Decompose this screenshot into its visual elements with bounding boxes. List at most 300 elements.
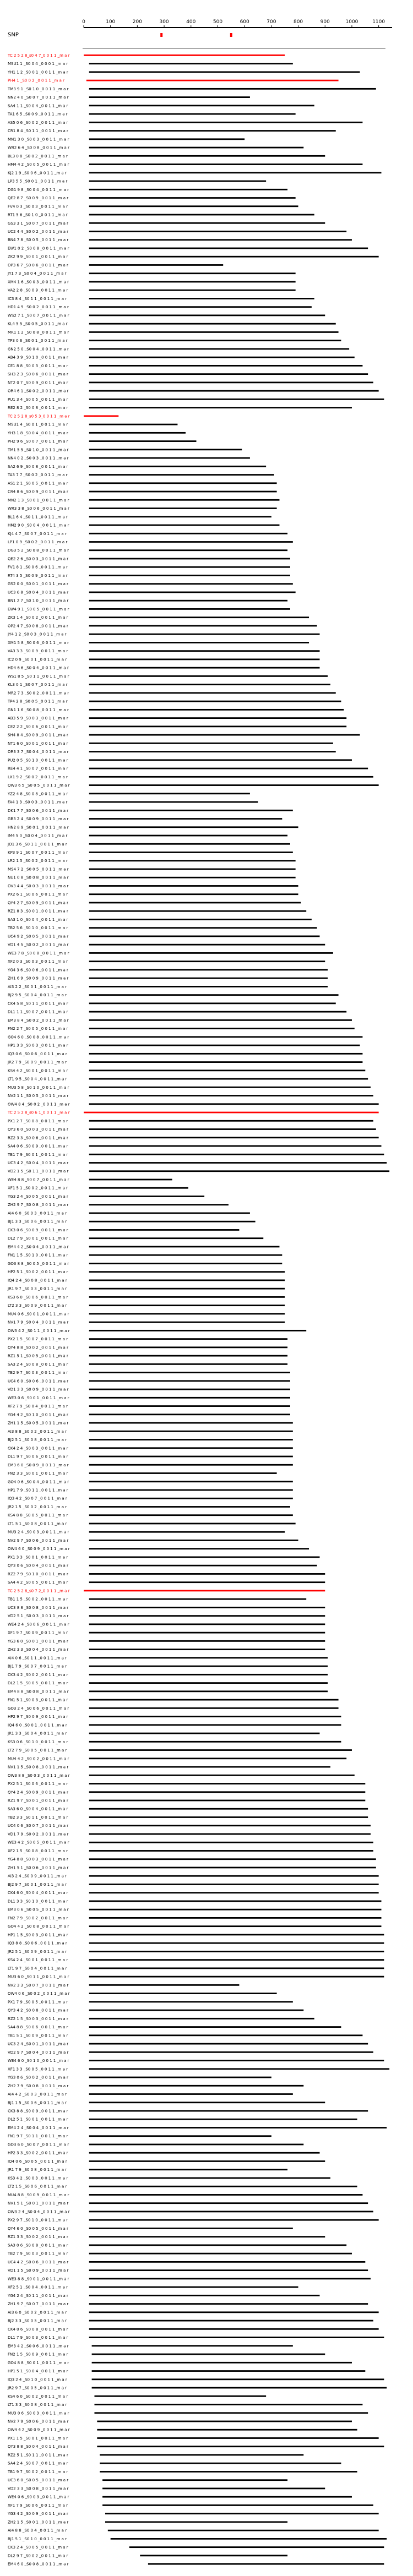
row-label-28: VA2 2 8 _S0 0 9 _0 0 1 1 _m a r — [8, 288, 68, 293]
row-label-218: BJ2 9 7 _S0 0 1 _0 0 1 1 _m a r — [8, 1882, 67, 1887]
row-label-24: ZK2 9 9 _S0 0 1 _0 0 1 1 _m a r — [8, 254, 68, 259]
read-bar-221 — [89, 1909, 382, 1911]
read-bar-258 — [89, 2219, 379, 2221]
read-bar-118 — [89, 1045, 360, 1046]
row-label-33: MR1 1 2 _S0 0 8 _0 0 1 1 _m a r — [8, 330, 69, 335]
row-label-103: SA3 1 0 _S0 0 4 _0 0 1 1 _m a r — [8, 917, 68, 922]
read-bar-183 — [84, 1590, 325, 1592]
row-label-76: MR2 7 3 _S0 0 2 _0 0 1 1 _m a r — [8, 691, 69, 696]
tick-label-6: 600 — [240, 19, 249, 25]
read-bar-129 — [89, 1137, 379, 1138]
row-label-126: TC 2 5 2 8_s0 6 1_0 0 1 1 _m a r — [8, 1110, 70, 1115]
read-bar-285 — [97, 2446, 384, 2447]
read-bar-297 — [129, 2546, 384, 2548]
read-bar-269 — [89, 2311, 379, 2313]
row-label-192: BJ1 7 9 _S0 0 7 _0 0 1 1 _m a r — [8, 1664, 67, 1669]
read-bar-281 — [94, 2412, 368, 2414]
row-label-158: UC4 6 0 _S0 0 6 _0 0 1 1 _m a r — [8, 1379, 69, 1384]
row-label-48: NN4 0 2 _S0 0 3 _0 0 1 1 _m a r — [8, 456, 69, 461]
read-bar-253 — [89, 2177, 330, 2179]
read-bar-271 — [89, 2328, 379, 2330]
snp-markers — [160, 33, 232, 37]
row-label-59: DG3 5 2 _S0 0 8 _0 0 1 1 _m a r — [8, 548, 69, 553]
row-label-203: MU4 4 2 _S0 0 2 _0 0 1 1 _m a r — [8, 1756, 69, 1761]
read-bar-13 — [89, 163, 363, 165]
row-label-174: KS4 8 8 _S0 0 5 _0 0 1 1 _m a r — [8, 1513, 68, 1518]
read-bar-18 — [89, 205, 298, 207]
row-label-155: RZ1 5 1 _S0 0 5 _0 0 1 1 _m a r — [8, 1354, 68, 1358]
row-label-289: UC3 6 0 _S0 0 5 _0 0 1 1 _m a r — [8, 2478, 69, 2483]
tick-label-3: 300 — [159, 19, 169, 25]
read-bar-89 — [89, 801, 258, 803]
read-bar-259 — [89, 2228, 293, 2229]
row-label-290: VD2 3 3 _S0 0 8 _0 0 1 1 _m a r — [8, 2486, 69, 2491]
row-label-263: UC4 4 2 _S0 0 6 _0 0 1 1 _m a r — [8, 2260, 69, 2264]
read-bar-227 — [89, 1959, 384, 1961]
row-label-276: HP1 5 1 _S0 0 4 _0 0 1 1 _m a r — [8, 2369, 68, 2374]
row-label-115: EM3 8 4 _S0 0 2 _0 0 1 1 _m a r — [8, 1018, 69, 1023]
tick-label-10: 1000 — [345, 19, 358, 25]
row-label-84: PU2 0 5 _S0 1 0 _0 0 1 1 _m a r — [8, 758, 68, 763]
read-bar-298 — [140, 2555, 287, 2556]
read-bar-242 — [89, 2085, 304, 2087]
read-bar-60 — [89, 558, 290, 560]
row-label-112: BJ2 9 5 _S0 0 4 _0 0 1 1 _m a r — [8, 993, 67, 998]
read-bar-62 — [89, 575, 290, 576]
read-bar-78 — [89, 709, 344, 711]
row-label-167: DL1 9 7 _S0 0 6 _0 0 1 1 _m a r — [8, 1454, 68, 1459]
row-label-72: IC2 0 9 _S0 0 1 _0 0 1 1 _m a r — [8, 657, 67, 662]
read-bar-197 — [89, 1707, 339, 1709]
read-bar-248 — [89, 2135, 271, 2137]
read-bar-54 — [89, 507, 277, 509]
read-bar-96 — [89, 860, 296, 861]
row-label-250: HP2 3 3 _S0 0 2 _0 0 1 1 _m a r — [8, 2151, 68, 2155]
row-label-43: TC 2 5 2 8_s0 5 3_0 0 1 1 _m a r — [8, 414, 70, 419]
row-label-64: UC3 6 8 _S0 0 4 _0 0 1 1 _m a r — [8, 590, 69, 595]
row-label-237: UC3 2 4 _S0 0 1 _0 0 1 1 _m a r — [8, 2042, 69, 2046]
row-label-10: MN1 3 0 _S0 0 3 _0 0 1 1 _m a r — [8, 137, 69, 142]
read-bar-206 — [89, 1783, 366, 1784]
read-bar-295 — [108, 2530, 379, 2531]
read-bar-95 — [89, 852, 293, 853]
row-label-257: OW3 2 4 _S0 0 4 _0 0 1 1 _m a r — [8, 2209, 70, 2214]
read-bar-230 — [89, 1984, 240, 1986]
read-bar-123 — [89, 1087, 371, 1088]
row-label-239: WE4 6 0 _S0 1 0 _0 0 1 1 _m a r — [8, 2059, 69, 2064]
read-bar-116 — [89, 1028, 355, 1029]
row-label-272: DL1 7 9 _S0 0 3 _0 0 1 1 _m a r — [8, 2335, 68, 2340]
read-bar-186 — [89, 1615, 325, 1617]
read-bar-140 — [89, 1229, 240, 1231]
read-bar-98 — [89, 877, 296, 878]
row-label-11: WR2 6 4 _S0 0 8 _0 0 1 1 _m a r — [8, 145, 69, 150]
read-bar-272 — [89, 2337, 384, 2338]
row-label-50: TA3 7 7 _S0 0 2 _0 0 1 1 _m a r — [8, 473, 68, 478]
row-label-132: UC3 4 2 _S0 0 4 _0 0 1 1 _m a r — [8, 1161, 69, 1166]
axis-caption: SNP — [8, 32, 19, 38]
read-bar-159 — [89, 1389, 290, 1390]
row-label-124: NV2 1 1 _S0 0 5 _0 0 1 1 _m a r — [8, 1094, 69, 1099]
read-bar-291 — [102, 2496, 352, 2498]
row-label-41: PU1 3 4 _S0 0 5 _0 0 1 1 _m a r — [8, 397, 68, 402]
row-label-230: NV2 3 3 _S0 0 7 _0 0 1 1 _m a r — [8, 1983, 69, 1988]
row-label-110: ZH1 6 9 _S0 0 9 _0 0 1 1 _m a r — [8, 976, 69, 981]
row-label-208: RZ1 9 7 _S0 0 1 _0 0 1 1 _m a r — [8, 1798, 68, 1803]
row-label-1: MSU1 1 _S0 0 4 _0 0 0 1 _m a r — [8, 62, 68, 67]
read-bar-283 — [97, 2429, 357, 2431]
read-bar-168 — [89, 1464, 293, 1466]
row-label-169: FN2 3 3 _S0 0 1 _0 0 1 1 _m a r — [8, 1471, 68, 1476]
row-label-54: WR3 3 8 _S0 0 6 _0 0 1 1 _m a r — [8, 506, 69, 511]
read-bar-262 — [89, 2253, 352, 2255]
row-label-89: FA4 1 3 _S0 0 3 _0 0 1 1 _m a r — [8, 800, 68, 805]
read-bar-131 — [89, 1154, 384, 1155]
tick-label-9: 900 — [320, 19, 330, 25]
read-bar-156 — [89, 1363, 287, 1365]
row-label-15: LP3 5 5 _S0 0 1 _0 0 1 1 _m a r — [8, 179, 68, 184]
row-label-173: JR2 1 5 _S0 0 2 _0 0 1 1 _m a r — [8, 1504, 67, 1509]
read-bar-36 — [89, 357, 355, 358]
read-bar-29 — [89, 298, 314, 299]
read-bar-153 — [89, 1338, 287, 1340]
read-bar-270 — [89, 2320, 373, 2322]
read-bar-122 — [89, 1078, 368, 1080]
row-label-127: PX1 2 7 _S0 0 8 _0 0 1 1 _m a r — [8, 1118, 68, 1123]
read-bar-247 — [89, 2127, 387, 2129]
row-label-133: VD2 1 5 _S0 1 1 _0 0 1 1 _m a r — [8, 1169, 69, 1174]
row-label-60: QE2 2 6 _S0 0 3 _0 0 1 1 _m a r — [8, 556, 69, 561]
row-label-0: TC 2 5 2 8_s0 4 7_0 0 1 1 _m a r — [8, 53, 70, 58]
read-bar-86 — [89, 776, 373, 778]
row-label-259: QY4 6 0 _S0 0 5 _0 0 1 1 _m a r — [8, 2226, 68, 2231]
read-bar-112 — [89, 994, 339, 996]
row-label-121: KS4 4 2 _S0 0 1 _0 0 1 1 _m a r — [8, 1068, 68, 1073]
read-bar-144 — [89, 1263, 282, 1264]
read-bar-20 — [89, 222, 325, 224]
row-label-8: AS5 0 6 _S0 0 2 _0 0 1 1 _m a r — [8, 120, 68, 125]
read-bar-170 — [89, 1481, 293, 1482]
row-label-252: JR1 7 9 _S0 0 8 _0 0 1 1 _m a r — [8, 2168, 67, 2173]
read-bar-130 — [89, 1145, 382, 1147]
row-label-154: QY4 8 8 _S0 0 2 _0 0 1 1 _m a r — [8, 1345, 68, 1350]
read-bar-277 — [92, 2378, 384, 2380]
read-bar-228 — [89, 1967, 384, 1969]
read-bar-151 — [89, 1322, 285, 1323]
read-bar-99 — [89, 885, 298, 887]
row-label-177: NV2 9 7 _S0 0 6 _0 0 1 1 _m a r — [8, 1538, 69, 1543]
row-label-55: BL1 6 4 _S0 1 1 _0 0 1 1 _m a r — [8, 515, 68, 520]
read-bar-16 — [89, 189, 287, 190]
read-bar-101 — [89, 902, 301, 904]
read-bar-243 — [89, 2093, 293, 2095]
row-label-284: PX1 1 5 _S0 0 1 _0 0 1 1 _m a r — [8, 2436, 68, 2441]
read-bar-184 — [89, 1598, 306, 1600]
read-bar-175 — [89, 1523, 296, 1525]
read-bar-182 — [89, 1581, 325, 1583]
row-label-111: AI3 2 2 _S0 0 1 _0 0 1 1 _m a r — [8, 984, 67, 989]
row-label-241: YG3 0 6 _S0 0 2 _0 0 1 1 _m a r — [8, 2075, 68, 2080]
read-bar-114 — [89, 1011, 346, 1013]
row-label-297: CK3 2 4 _S0 0 5 _0 0 1 1 _m a r — [8, 2545, 68, 2550]
row-label-81: SH4 8 4 _S0 0 9 _0 0 1 1 _m a r — [8, 733, 68, 738]
row-label-270: BJ2 3 3 _S0 0 5 _0 0 1 1 _m a r — [8, 2318, 67, 2323]
row-label-125: OW4 8 4 _S0 0 2 _0 0 1 1 _m a r — [8, 1102, 70, 1107]
row-label-123: MU3 5 8 _S0 1 0 _0 0 1 1 _m a r — [8, 1085, 69, 1090]
row-label-37: CE1 8 8 _S0 0 3 _0 0 1 1 _m a r — [8, 363, 68, 368]
read-bar-47 — [89, 449, 242, 450]
row-label-106: VD1 4 5 _S0 0 2 _0 0 1 1 _m a r — [8, 942, 69, 947]
read-bar-53 — [89, 499, 280, 501]
row-label-148: KS3 6 0 _S0 0 6 _0 0 1 1 _m a r — [8, 1295, 68, 1300]
row-label-299: EM4 6 0 _S0 0 8 _0 0 1 1 _m a r — [8, 2562, 69, 2567]
row-label-292: XF1 7 9 _S0 0 6 _0 0 1 1 _m a r — [8, 2503, 68, 2508]
row-label-120: JR2 7 9 _S0 0 9 _0 0 1 1 _m a r — [8, 1060, 67, 1065]
row-label-233: QY3 4 2 _S0 0 8 _0 0 1 1 _m a r — [8, 2008, 68, 2013]
row-label-168: EM3 6 0 _S0 0 9 _0 0 1 1 _m a r — [8, 1462, 69, 1467]
read-bar-67 — [89, 616, 309, 618]
row-label-291: WE4 0 6 _S0 0 3 _0 0 1 1 _m a r — [8, 2495, 69, 2499]
row-label-267: YG4 2 4 _S0 1 1 _0 0 1 1 _m a r — [8, 2293, 68, 2298]
read-bar-111 — [89, 986, 328, 987]
read-bar-261 — [89, 2244, 346, 2246]
read-bar-85 — [89, 768, 368, 769]
row-label-186: VD2 5 1 _S0 0 3 _0 0 1 1 _m a r — [8, 1614, 69, 1619]
row-label-199: IQ4 6 0 _S0 0 1 _0 0 1 1 _m a r — [8, 1723, 67, 1728]
read-bar-12 — [89, 155, 325, 157]
row-label-280: LT1 3 3 _S0 0 8 _0 0 1 1 _m a r — [8, 2403, 67, 2408]
read-bar-290 — [102, 2488, 325, 2490]
row-label-17: QE2 8 7 _S0 0 9 _0 0 1 1 _m a r — [8, 196, 69, 201]
row-label-261: SA3 0 6 _S0 0 8 _0 0 1 1 _m a r — [8, 2243, 68, 2248]
read-bar-217 — [89, 1875, 379, 1877]
read-bar-63 — [89, 583, 293, 585]
read-bar-94 — [89, 843, 290, 845]
snp-marker-1 — [230, 33, 232, 37]
row-label-275: GO4 8 8 _S0 0 1 _0 0 1 1 _m a r — [8, 2360, 69, 2365]
row-label-69: JY4 1 2 _S0 0 3 _0 0 1 1 _m a r — [8, 632, 67, 637]
read-bar-255 — [89, 2194, 363, 2196]
read-bar-11 — [89, 147, 304, 149]
read-bar-212 — [89, 1833, 371, 1835]
row-label-215: YG4 8 8 _S0 0 3 _0 0 1 1 _m a r — [8, 1857, 68, 1862]
read-bar-134 — [89, 1179, 172, 1181]
row-label-256: NV1 5 1 _S0 0 1 _0 0 1 1 _m a r — [8, 2201, 69, 2206]
row-label-138: AI4 6 0 _S0 0 3 _0 0 1 1 _m a r — [8, 1211, 67, 1216]
row-label-181: RZ2 7 9 _S0 1 0 _0 0 1 1 _m a r — [8, 1571, 68, 1576]
row-label-25: OP3 6 7 _S0 0 6 _0 0 1 1 _m a r — [8, 263, 68, 268]
read-bar-31 — [89, 315, 325, 316]
read-bar-83 — [89, 751, 336, 752]
read-bar-46 — [89, 440, 197, 442]
read-bar-133 — [89, 1170, 389, 1172]
row-label-122: LT1 9 5 _S0 0 4 _0 0 1 1 _m a r — [8, 1077, 67, 1082]
row-label-147: JR1 9 7 _S0 0 3 _0 0 1 1 _m a r — [8, 1286, 67, 1291]
row-label-92: HN2 8 9 _S0 0 1 _0 0 1 1 _m a r — [8, 825, 69, 830]
row-label-249: GO3 6 0 _S0 0 7 _0 0 1 1 _m a r — [8, 2142, 69, 2147]
read-bar-161 — [89, 1405, 290, 1407]
row-label-140: CK3 0 6 _S0 0 9 _0 0 1 1 _m a r — [8, 1227, 68, 1232]
read-bar-185 — [89, 1607, 325, 1608]
row-label-12: BL3 0 8 _S0 0 2 _0 0 1 1 _m a r — [8, 154, 68, 159]
row-label-82: NT1 6 0 _S0 0 1 _0 0 1 1 _m a r — [8, 741, 68, 746]
row-label-26: JY1 7 3 _S0 0 4 _0 0 1 1 _m a r — [8, 271, 67, 276]
read-bar-218 — [89, 1884, 379, 1885]
read-bar-72 — [89, 659, 320, 661]
row-label-265: WE3 8 8 _S0 0 1 _0 0 1 1 _m a r — [8, 2277, 69, 2282]
row-label-114: DL1 1 1 _S0 0 7 _0 0 1 1 _m a r — [8, 1009, 68, 1014]
row-label-171: HP1 7 9 _S0 1 1 _0 0 1 1 _m a r — [8, 1488, 68, 1493]
read-bar-181 — [89, 1573, 325, 1575]
read-bar-51 — [89, 482, 277, 484]
read-bar-142 — [89, 1246, 280, 1248]
row-label-18: FV4 0 3 _S0 0 3 _0 0 1 1 _m a r — [8, 204, 68, 209]
row-label-204: NV1 1 5 _S0 0 8 _0 0 1 1 _m a r — [8, 1765, 69, 1770]
row-label-247: EM4 2 4 _S0 0 4 _0 0 1 1 _m a r — [8, 2125, 69, 2130]
row-label-159: VD1 3 3 _S0 0 9 _0 0 1 1 _m a r — [8, 1387, 69, 1392]
row-label-70: XM1 5 8 _S0 0 6 _0 0 1 1 _m a r — [8, 640, 69, 645]
read-bar-61 — [89, 566, 290, 568]
row-label-205: OW3 8 8 _S0 0 3 _0 0 1 1 _m a r — [8, 1773, 70, 1778]
read-bar-81 — [89, 734, 360, 736]
row-label-53: MN2 1 3 _S0 0 1 _0 0 1 1 _m a r — [8, 498, 69, 503]
row-label-86: LX1 9 2 _S0 0 2 _0 0 1 1 _m a r — [8, 774, 68, 779]
read-bar-119 — [89, 1053, 363, 1055]
read-bar-71 — [89, 650, 320, 652]
read-bar-190 — [89, 1649, 325, 1650]
row-label-180: QY3 0 6 _S0 0 4 _0 0 1 1 _m a r — [8, 1563, 68, 1568]
read-bar-55 — [89, 516, 271, 517]
row-label-7: TA1 6 5 _S0 0 9 _0 0 1 1 _m a r — [8, 112, 68, 117]
row-label-244: BJ1 1 5 _S0 0 6 _0 0 1 1 _m a r — [8, 2100, 67, 2105]
row-label-139: BJ1 3 3 _S0 0 6 _0 0 1 1 _m a r — [8, 1219, 67, 1224]
read-bar-199 — [89, 1724, 341, 1726]
row-label-279: KS4 6 0 _S0 0 2 _0 0 1 1 _m a r — [8, 2394, 68, 2399]
row-label-287: SA4 2 4 _S0 0 7 _0 0 1 1 _m a r — [8, 2461, 68, 2466]
row-label-202: LT2 7 9 _S0 0 5 _0 0 1 1 _m a r — [8, 1748, 67, 1753]
row-label-66: EW4 9 1 _S0 0 5 _0 0 1 1 _m a r — [8, 607, 69, 612]
row-label-236: TB1 5 1 _S0 0 9 _0 0 1 1 _m a r — [8, 2033, 68, 2038]
row-label-141: DL2 7 9 _S0 0 1 _0 0 1 1 _m a r — [8, 1236, 68, 1241]
row-label-44: MSU1 4 _S0 0 1 _0 0 1 1 _m a r — [8, 422, 68, 427]
read-bar-288 — [100, 2471, 357, 2473]
row-label-273: EM3 4 2 _S0 0 6 _0 0 1 1 _m a r — [8, 2344, 69, 2349]
row-label-222: FN2 7 9 _S0 0 2 _0 0 1 1 _m a r — [8, 1915, 68, 1920]
read-bar-69 — [89, 634, 320, 635]
row-label-56: HM2 9 0 _S0 0 4 _0 0 1 1 _m a r — [8, 523, 69, 528]
row-label-19: RT1 5 6 _S0 1 0 _0 0 1 1 _m a r — [8, 212, 68, 217]
row-label-163: ZH1 1 5 _S0 0 5 _0 0 1 1 _m a r — [8, 1421, 69, 1426]
read-bar-5 — [89, 96, 250, 98]
row-label-77: TP4 2 8 _S0 0 5 _0 0 1 1 _m a r — [8, 699, 68, 704]
row-label-224: HP1 1 5 _S0 0 3 _0 0 1 1 _m a r — [8, 1933, 68, 1938]
row-label-260: RZ1 3 3 _S0 0 2 _0 0 1 1 _m a r — [8, 2235, 68, 2240]
row-label-161: XF2 7 9 _S0 0 4 _0 0 1 1 _m a r — [8, 1404, 68, 1409]
read-bar-214 — [89, 1850, 373, 1852]
read-bar-127 — [89, 1120, 373, 1122]
read-bar-105 — [89, 936, 320, 937]
row-label-262: TB2 7 9 _S0 0 3 _0 0 1 1 _m a r — [8, 2251, 68, 2256]
read-bar-80 — [89, 725, 346, 727]
row-label-145: HP2 5 1 _S0 0 2 _0 0 1 1 _m a r — [8, 1270, 68, 1275]
read-bar-252 — [89, 2169, 287, 2170]
read-bar-145 — [89, 1271, 285, 1273]
row-label-196: FN1 5 1 _S0 0 3 _0 0 1 1 _m a r — [8, 1698, 68, 1702]
read-bar-251 — [89, 2160, 325, 2162]
row-label-42: RE2 8 2 _S0 0 8 _0 0 1 1 _m a r — [8, 406, 68, 411]
read-bar-299 — [148, 2563, 384, 2565]
row-label-22: BN4 7 8 _S0 0 5 _0 0 1 1 _m a r — [8, 238, 69, 243]
row-label-47: TM1 5 5 _S0 1 0 _0 0 1 1 _m a r — [8, 447, 69, 452]
read-bar-284 — [97, 2437, 378, 2439]
read-bar-191 — [89, 1657, 328, 1658]
row-label-232: PX1 7 9 _S0 0 5 _0 0 1 1 _m a r — [8, 2000, 68, 2005]
row-label-88: YZ2 4 8 _S0 0 8 _0 0 1 1 _m a r — [8, 792, 68, 796]
read-bar-163 — [89, 1422, 293, 1424]
row-label-58: LP1 0 9 _S0 0 2 _0 0 1 1 _m a r — [8, 539, 68, 544]
read-bar-249 — [89, 2144, 304, 2146]
tick-label-4: 400 — [186, 19, 196, 25]
read-bar-166 — [89, 1447, 293, 1449]
row-label-179: PX1 3 3 _S0 0 1 _0 0 1 1 _m a r — [8, 1555, 68, 1560]
row-label-68: OP2 4 7 _S0 0 8 _0 0 1 1 _m a r — [8, 624, 68, 629]
read-bar-132 — [89, 1162, 387, 1164]
read-bar-125 — [89, 1103, 379, 1105]
read-bar-209 — [89, 1808, 368, 1810]
read-bar-264 — [89, 2269, 368, 2271]
read-bar-107 — [89, 952, 333, 954]
row-label-206: PX2 5 1 _S0 0 6 _0 0 1 1 _m a r — [8, 1782, 68, 1787]
read-bar-201 — [89, 1741, 341, 1743]
read-bar-194 — [89, 1682, 328, 1684]
row-label-189: YG3 6 0 _S0 0 1 _0 0 1 1 _m a r — [8, 1639, 68, 1644]
read-bar-143 — [89, 1254, 282, 1256]
row-label-243: AI4 4 2 _S0 0 3 _0 0 1 1 _m a r — [8, 2092, 67, 2097]
row-label-105: UC4 9 2 _S0 0 5 _0 0 1 1 _m a r — [8, 934, 69, 939]
row-label-61: FV1 8 1 _S0 0 6 _0 0 1 1 _m a r — [8, 565, 68, 570]
read-bar-211 — [89, 1825, 371, 1826]
row-label-36: AB4 3 9 _S0 1 0 _0 0 1 1 _m a r — [8, 355, 68, 360]
tick-label-5: 500 — [213, 19, 223, 25]
row-label-157: TB2 9 7 _S0 0 3 _0 0 1 1 _m a r — [8, 1371, 68, 1376]
row-label-271: CK4 0 6 _S0 0 8 _0 0 1 1 _m a r — [8, 2327, 68, 2332]
read-bar-220 — [89, 1901, 382, 1902]
tick-label-0: 0 — [82, 19, 85, 25]
row-label-143: FN1 1 5 _S0 1 0 _0 0 1 1 _m a r — [8, 1253, 68, 1258]
read-bar-250 — [89, 2152, 320, 2154]
read-bar-109 — [89, 969, 328, 971]
row-label-191: AI4 0 6 _S0 1 1 _0 0 1 1 _m a r — [8, 1656, 67, 1661]
read-bar-34 — [89, 340, 341, 341]
row-label-144: GO3 8 8 _S0 0 5 _0 0 1 1 _m a r — [8, 1261, 69, 1266]
row-label-63: GS2 0 0 _S0 0 1 _0 0 1 1 _m a r — [8, 582, 69, 587]
read-bar-215 — [89, 1858, 376, 1860]
row-label-80: CE2 2 2 _S0 0 6 _0 0 1 1 _m a r — [8, 724, 68, 729]
read-bar-50 — [89, 474, 274, 476]
read-bar-139 — [89, 1221, 256, 1222]
row-label-235: SA4 8 8 _S0 0 6 _0 0 1 1 _m a r — [8, 2025, 68, 2030]
reads — [7, 53, 389, 2567]
row-label-51: AS1 2 1 _S0 0 5 _0 0 1 1 _m a r — [8, 481, 68, 486]
read-bar-21 — [89, 231, 346, 232]
row-label-188: XF1 9 7 _S0 0 9 _0 0 1 1 _m a r — [8, 1630, 68, 1635]
row-label-226: JR2 5 1 _S0 0 9 _0 0 1 1 _m a r — [8, 1949, 67, 1954]
row-label-220: DL1 3 3 _S0 1 0 _0 0 1 1 _m a r — [8, 1899, 68, 1904]
read-bar-138 — [89, 1213, 250, 1214]
row-label-83: OR3 3 7 _S0 0 4 _0 0 1 1 _m a r — [8, 750, 69, 755]
read-bar-30 — [89, 306, 312, 308]
row-label-14: KJ2 1 9 _S0 0 6 _0 0 1 1 _m a r — [8, 171, 67, 176]
